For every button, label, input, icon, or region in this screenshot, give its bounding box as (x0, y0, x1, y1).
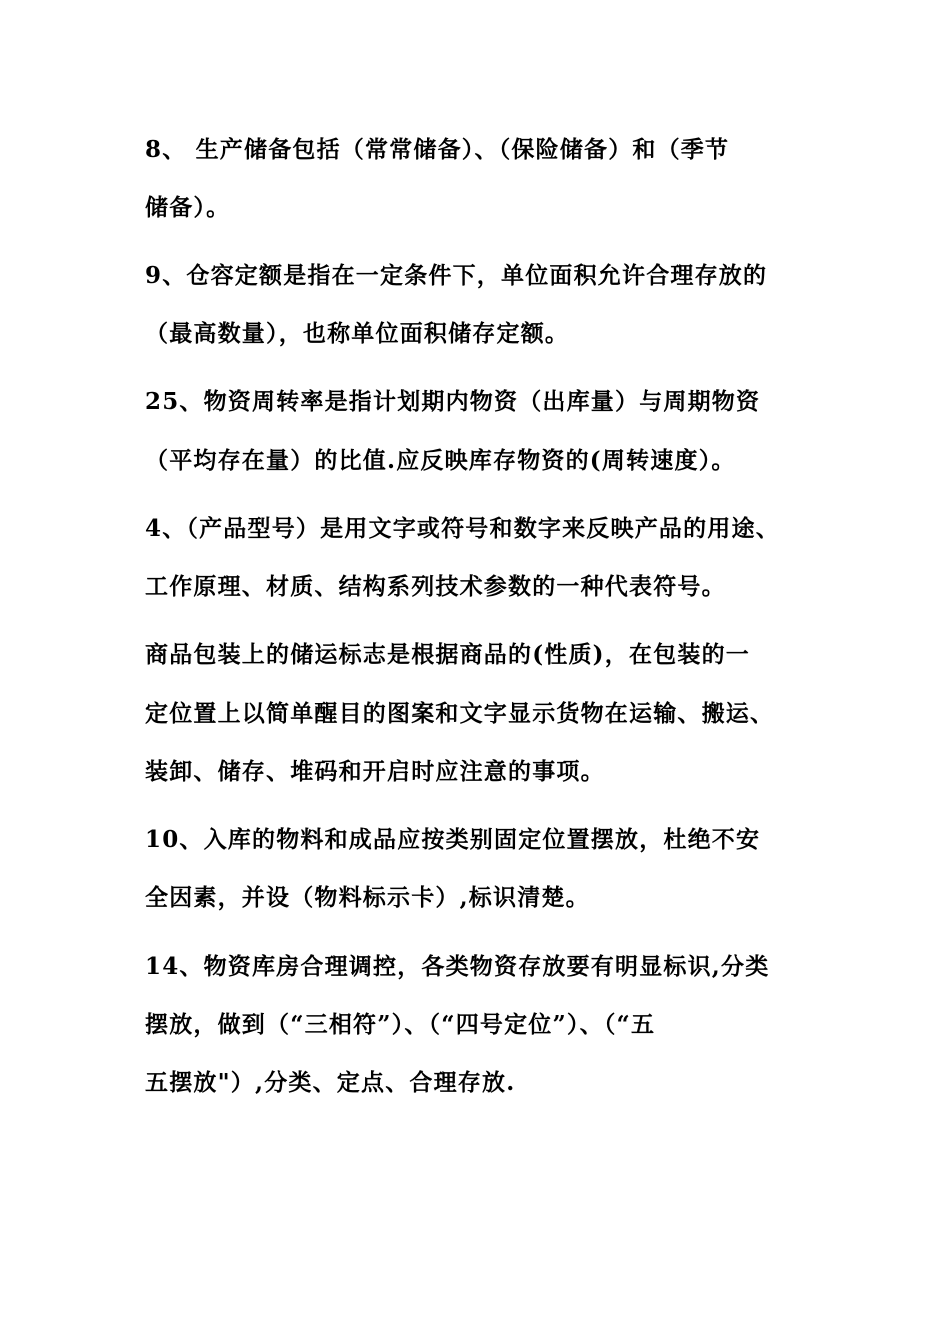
paragraph-3-line-1: 25、物资周转率是指计划期内物资（出库量）与周期物资 (145, 388, 761, 415)
paragraph-7-line-2: 摆放，做到（“三相符”）、（“四号定位”）、（“五 (145, 1011, 656, 1038)
paragraph-4-line-2: 工作原理、材质、结构系列技术参数的一种代表符号。 (145, 573, 726, 600)
paragraph-2-line-2: （最高数量），也称单位面积储存定额。 (145, 320, 570, 347)
paragraph-4-line-1: 4、（产品型号）是用文字或符号和数字来反映产品的用途、 (145, 515, 780, 542)
paragraph-1-line-2: 储备）。 (145, 194, 231, 221)
paragraph-7-line-1: 14、物资库房合理调控，各类物资存放要有明显标识,分类 (145, 953, 770, 980)
paragraph-2-line-1: 9、仓容定额是指在一定条件下，单位面积允许合理存放的 (145, 262, 768, 289)
paragraph-3-line-2: （平均存在量）的比值.应反映库存物资的(周转速度）。 (145, 447, 736, 474)
paragraph-5-line-3: 装卸、储存、堆码和开启时应注意的事项。 (145, 758, 605, 785)
paragraph-1-line-1: 8、 生产储备包括（常常储备）、（保险储备）和（季节 (145, 136, 730, 163)
paragraph-6-line-2: 全因素，并设（物料标示卡）,标识清楚。 (145, 884, 590, 911)
paragraph-6-line-1: 10、入库的物料和成品应按类别固定位置摆放，杜绝不安 (145, 826, 761, 853)
paragraph-7-line-3: 五摆放"）,分类、定点、合理存放. (145, 1069, 516, 1096)
paragraph-5-line-1: 商品包装上的储运标志是根据商品的(性质)，在包装的一 (145, 641, 750, 668)
paragraph-5-line-2: 定位置上以简单醒目的图案和文字显示货物在运输、搬运、 (145, 700, 775, 727)
